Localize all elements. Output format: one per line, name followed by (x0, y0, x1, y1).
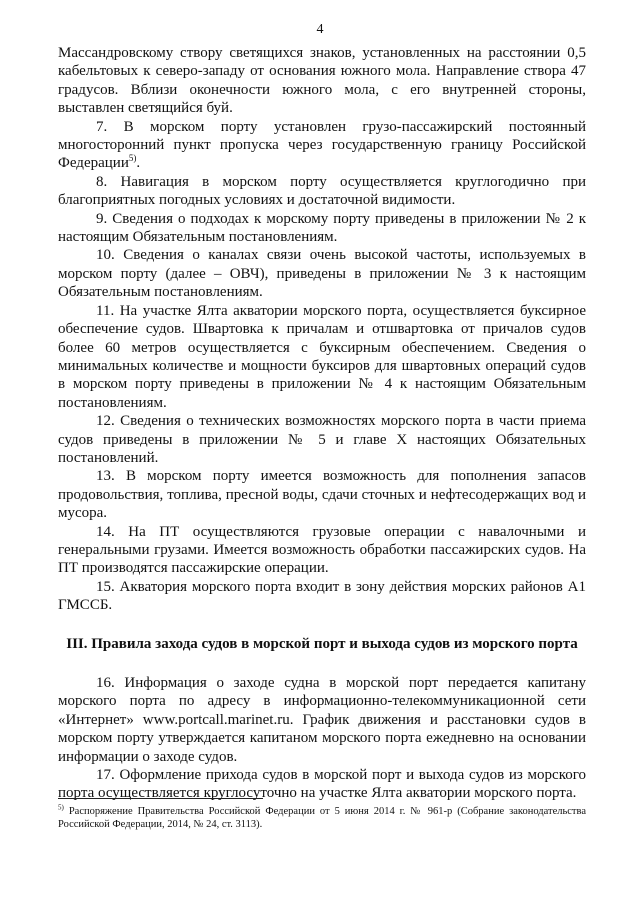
paragraph-15: 15. Акватория морского порта входит в зону действия морских районов А1 ГМССБ. (58, 578, 586, 614)
section-heading: III. Правила захода судов в морской порт и выхода судов из морского порта (66, 635, 578, 652)
paragraph-7 (58, 118, 586, 173)
footnote-mark: 5) (58, 803, 64, 812)
paragraph-11: 11. На участке Ялта акватории морского порта, осуществляется буксирное обеспечение судов. Швартовка к причалам и отшвартовка от причалов судов более 60 метров осуществляется с буксирным обеспечением. Сведения о минимальных количестве и мощности буксиров для швартовных операций судов в морском порту приведены в приложении № 4 к настоящим Обязательным постановлениям. (58, 302, 586, 411)
footnote-text: Распоряжение Правительства Российской Федерации от 5 июня 2014 г. № 961-р (Собрание законодательства Российской Федерации, 2014, № 24, ст. 3113). (58, 806, 587, 830)
paragraph-7-period: . (136, 155, 141, 172)
paragraph-7-text: 7. В морском порту установлен грузо-пассажирский постоянный многосторонний пункт пропуска через государственную границу Российской Федерации (58, 118, 586, 172)
paragraph-14: 14. На ПТ осуществляются грузовые операции с навалочными и генеральными грузами. Имеется возможность обработки пассажирских судов. На ПТ производятся пассажирские операции. (58, 523, 586, 577)
document-body (58, 44, 586, 803)
paragraph-17: 17. Оформление прихода судов в морской порт и выхода судов из морского порта осуществляется круглосуточно на участке Ялта акватории морского порта. (58, 767, 586, 802)
footnote-divider (58, 798, 263, 799)
paragraph-13: 13. В морском порту имеется возможность для пополнения запасов продовольствия, топлива, пресной воды, сдачи сточных и нефтесодержащих вод и мусора. (58, 468, 586, 522)
page-number: 4 (316, 22, 324, 37)
footnote-reference[interactable]: 5) (128, 153, 137, 164)
footnote (58, 805, 586, 831)
paragraph-12: 12. Сведения о технических возможностях морского порта в части приема судов приведены в приложении № 5 и главе X настоящих Обязательных постановлений. (58, 413, 586, 466)
paragraph-8: 8. Навигация в морском порту осуществляется круглогодично при благоприятных погодных условиях и достаточной видимости. (58, 173, 586, 209)
paragraph-9: 9. Сведения о подходах к морскому порту приведены в приложении № 2 к настоящим Обязательным постановлениям. (58, 210, 586, 246)
paragraph-16: 16. Информация о заходе судна в морской порт передается капитану морского порта по адресу в информационно-телекоммуникационной сети «Интернет» www.portcall.marinet.ru. График движения и расстановки судов в морском порту утверждается капитаном морского порта ежедневно на основании информации о заходе судов. (58, 675, 586, 765)
paragraph-continuation: Массандровскому створу светящихся знаков, установленных на расстоянии 0,5 кабельтовых к северо-западу от основания южного мола. Направление створа 47 градусов. Вблизи оконечности южного мола, с его внутренней стороны, выставлен светящийся буй. (58, 45, 586, 117)
paragraph-10: 10. Сведения о каналах связи очень высокой частоты, используемых в морском порту (далее – ОВЧ), приведены в приложении № 3 к настоящим Обязательным постановлениям. (58, 247, 586, 301)
